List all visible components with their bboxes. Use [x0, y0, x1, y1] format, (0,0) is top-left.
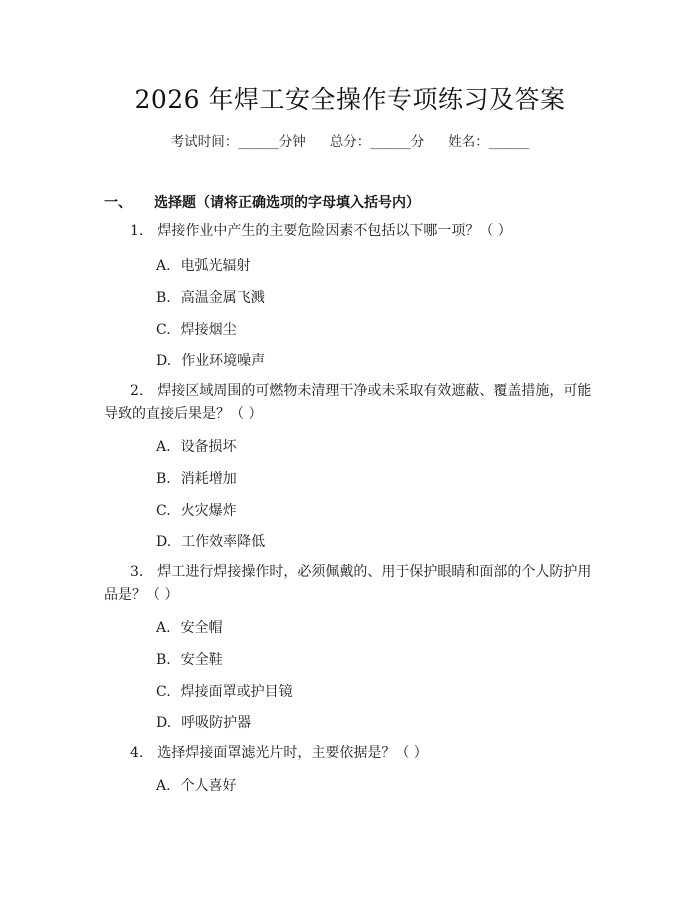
option-text: 安全鞋: [180, 652, 223, 668]
option-letter: A.: [156, 778, 171, 794]
question-1-option-d: [156, 350, 265, 370]
exam-name-field: 姓名：______: [448, 134, 530, 150]
question-2-option-d: [156, 531, 265, 551]
option-text: 消耗增加: [180, 471, 237, 487]
option-letter: C.: [156, 503, 171, 519]
question-3-option-d: [156, 712, 251, 732]
question-2-option-a: [156, 436, 237, 456]
option-letter: C.: [156, 322, 171, 338]
question-3-option-c: [156, 681, 293, 701]
document-title: 2026 年焊工安全操作专项练习及答案: [134, 85, 566, 114]
option-letter: B.: [156, 290, 171, 306]
question-3-option-b: [156, 649, 223, 669]
option-letter: B.: [156, 652, 171, 668]
option-text: 电弧光辐射: [180, 258, 251, 274]
option-text: 焊接烟尘: [180, 322, 237, 338]
question-1-option-a: [156, 255, 251, 275]
option-text: 火灾爆炸: [180, 503, 237, 519]
exam-total-score: 总分：______分: [329, 134, 425, 150]
option-letter: B.: [156, 471, 171, 487]
question-3: [104, 561, 604, 607]
question-1: [104, 220, 604, 243]
question-2-option-b: [156, 468, 237, 488]
option-letter: A.: [156, 258, 171, 274]
option-letter: D.: [156, 534, 172, 550]
option-letter: D.: [156, 353, 172, 369]
question-number: 2.: [130, 383, 144, 399]
option-text: 作业环境噪声: [181, 353, 266, 369]
question-text: 选择焊接面罩滤光片时，主要依据是？（ ）: [157, 745, 428, 761]
question-number: 4.: [130, 745, 144, 761]
option-letter: C.: [156, 684, 171, 700]
option-text: 个人喜好: [180, 778, 237, 794]
option-text: 安全帽: [180, 620, 223, 636]
section-heading: [104, 192, 420, 212]
question-1-option-c: [156, 319, 237, 339]
question-text: 焊接区域周围的可燃物未清理干净或未采取有效遮蔽、覆盖措施，可能导致的直接后果是？（ ）: [104, 383, 592, 422]
option-text: 工作效率降低: [181, 534, 266, 550]
option-text: 焊接面罩或护目镜: [180, 684, 293, 700]
exam-time: 考试时间：______分钟: [170, 134, 306, 150]
question-2: [104, 380, 604, 426]
exam-meta: [0, 130, 700, 150]
question-text: 焊工进行焊接操作时，必须佩戴的、用于保护眼睛和面部的个人防护用品是？（ ）: [104, 564, 592, 603]
option-text: 设备损坏: [180, 439, 237, 455]
option-letter: A.: [156, 620, 171, 636]
option-letter: D.: [156, 715, 172, 731]
option-letter: A.: [156, 439, 171, 455]
question-number: 3.: [130, 564, 144, 580]
question-2-option-c: [156, 500, 237, 520]
option-text: 呼吸防护器: [181, 715, 252, 731]
section-label: 选择题（请将正确选项的字母填入括号内）: [154, 195, 420, 211]
section-number: 一、: [104, 195, 132, 211]
question-4: [104, 742, 604, 765]
question-1-option-b: [156, 287, 265, 307]
question-4-option-a: [156, 775, 237, 795]
question-number: 1.: [130, 223, 144, 239]
option-text: 高温金属飞溅: [180, 290, 265, 306]
question-3-option-a: [156, 617, 223, 637]
question-text: 焊接作业中产生的主要危险因素不包括以下哪一项？（ ）: [157, 223, 512, 239]
